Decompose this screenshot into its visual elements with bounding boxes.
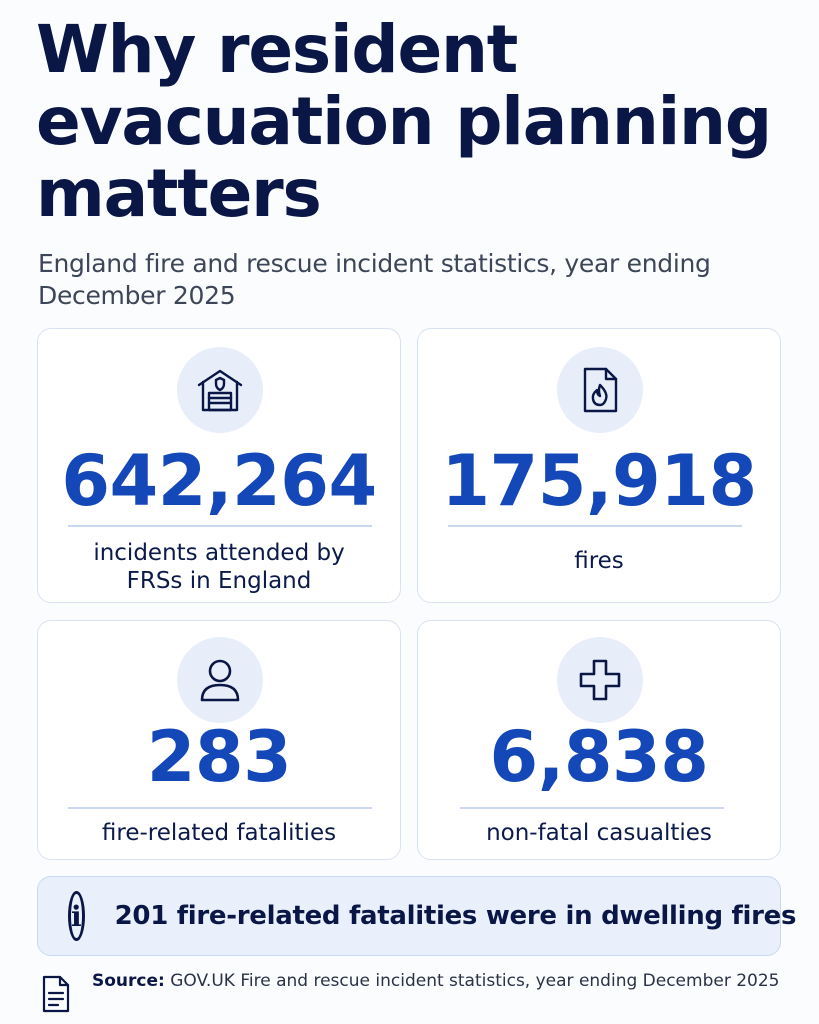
document-icon bbox=[40, 974, 72, 1014]
fire-station-icon bbox=[177, 347, 263, 433]
stat-card-incidents bbox=[37, 328, 401, 603]
medical-cross-icon bbox=[557, 637, 643, 723]
source-text bbox=[92, 970, 780, 992]
stat-label: fires bbox=[574, 548, 624, 574]
stat-value: 6,838 bbox=[489, 716, 709, 798]
info-text: 201 fire-related fatalities were in dwelling fires bbox=[114, 901, 797, 931]
source-label: Source: bbox=[92, 971, 165, 991]
divider bbox=[68, 807, 372, 809]
divider bbox=[68, 525, 372, 527]
stat-label: non-fatal casualties bbox=[486, 820, 712, 846]
info-icon: i bbox=[68, 891, 85, 941]
page-subtitle: England fire and rescue incident statistics, year ending December 2025 bbox=[38, 249, 711, 310]
person-icon bbox=[177, 637, 263, 723]
divider bbox=[460, 807, 724, 809]
fire-document-icon bbox=[557, 347, 643, 433]
page-title: Why resident evacuation planning matters bbox=[36, 11, 771, 232]
stat-value: 283 bbox=[146, 716, 292, 798]
stat-card-casualties bbox=[417, 620, 781, 860]
stat-label: incidents attended by FRSs in England bbox=[93, 540, 345, 594]
stat-card-fires bbox=[417, 328, 781, 603]
stat-value: 175,918 bbox=[441, 440, 757, 522]
source-citation: GOV.UK Fire and rescue incident statistics, year ending December 2025 bbox=[170, 971, 780, 991]
info-banner bbox=[37, 876, 797, 956]
source-note bbox=[40, 970, 780, 1014]
stat-label: fire-related fatalities bbox=[101, 820, 337, 846]
divider bbox=[448, 525, 742, 527]
stat-value: 642,264 bbox=[61, 440, 377, 522]
stat-card-fatalities bbox=[37, 620, 401, 860]
